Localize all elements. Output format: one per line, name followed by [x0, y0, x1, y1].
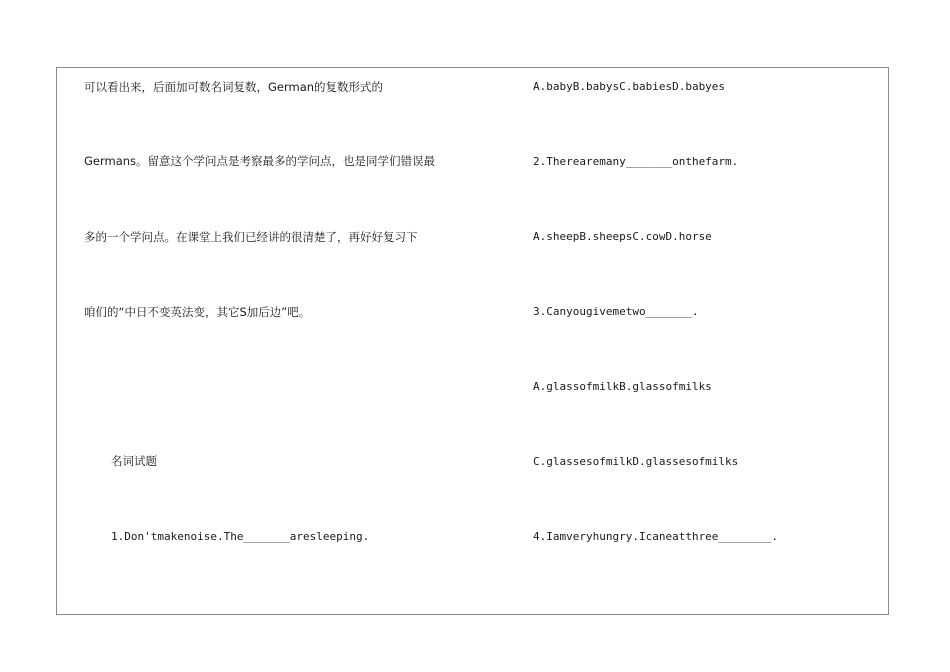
question-3: 3.Canyougivemetwo_______.: [533, 305, 699, 318]
paragraph-line-3: 多的一个学问点。在课堂上我们已经讲的很清楚了，再好好复习下: [84, 230, 418, 244]
paragraph-line-4: 咱们的“中日不变英法变，其它S加后边”吧。: [84, 305, 311, 319]
q3-options-ab: A.glassofmilkB.glassofmilks: [533, 380, 712, 393]
q3-options-cd: C.glassesofmilkD.glassesofmilks: [533, 455, 739, 468]
paragraph-line-1: 可以看出来，后面加可数名词复数，German的复数形式的: [84, 80, 384, 94]
section-heading: 名词试题: [111, 454, 157, 468]
question-1: 1.Don'tmakenoise.The_______aresleeping.: [111, 530, 370, 543]
paragraph-line-2: Germans。留意这个学问点是考察最多的学问点，也是同学们错误最: [84, 154, 436, 168]
q1-options: A.babyB.babysC.babiesD.babyes: [533, 80, 726, 93]
question-2: 2.Therearemany_______onthefarm.: [533, 155, 739, 168]
question-4: 4.Iamveryhungry.Icaneatthree________.: [533, 530, 779, 543]
q2-options: A.sheepB.sheepsC.cowD.horse: [533, 230, 712, 243]
